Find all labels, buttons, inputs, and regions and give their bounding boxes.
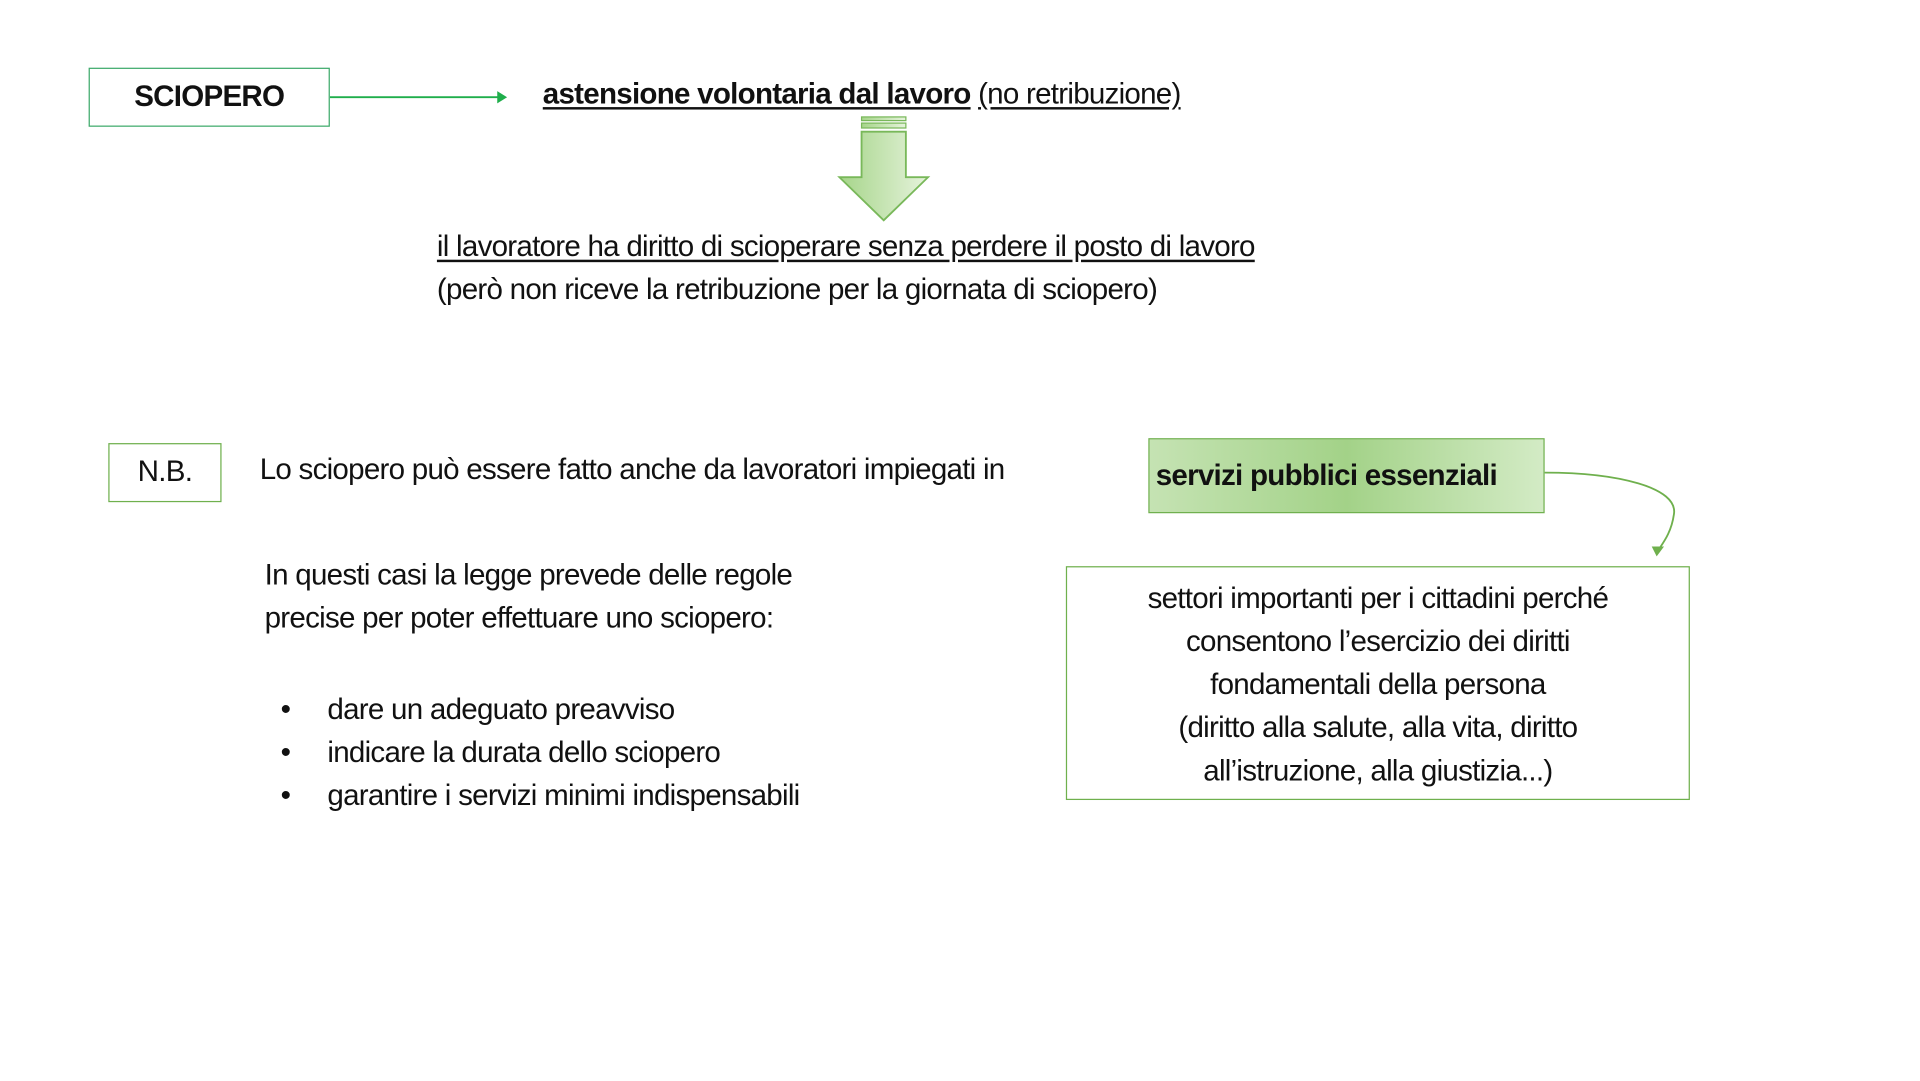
sciopero-title: SCIOPERO (134, 80, 285, 114)
arrow-down-icon (837, 116, 931, 224)
highlight-text: servizi pubblici essenziali (1155, 458, 1497, 492)
explanation-line: (diritto alla salute, alla vita, diritto (1178, 711, 1578, 745)
consequence-line2: (però non riceve la retribuzione per la giornata di sciopero) (436, 273, 1158, 307)
list-item (280, 692, 675, 727)
list-item (280, 736, 721, 770)
nb-label: N.B. (137, 455, 193, 489)
explanation-line: consentono l’esercizio dei diritti (1186, 625, 1570, 659)
sciopero-box (89, 68, 330, 127)
rules-intro-2: precise per poter effettuare uno sciopero: (264, 601, 774, 636)
nb-sentence: Lo sciopero può essere fatto anche da lavoratori impiegati in (259, 452, 1005, 487)
nb-box (108, 443, 221, 502)
arrow-right-icon (330, 86, 515, 108)
list-item-text: indicare la durata dello sciopero (327, 736, 721, 770)
bullet: • (280, 779, 291, 813)
list-item-text: garantire i servizi minimi indispensabili (327, 779, 800, 813)
bullet: • (280, 692, 291, 727)
explanation-line: settori importanti per i cittadini perché (1147, 582, 1609, 616)
definition (543, 78, 1181, 112)
definition-main: astensione volontaria dal lavoro (542, 77, 971, 111)
consequence-text: il lavoratore ha diritto di scioperare senza perdere il posto di lavoro (436, 230, 1255, 264)
list-item (280, 779, 800, 813)
list-item-text: dare un adeguato preavviso (327, 692, 675, 727)
bullet: • (280, 736, 291, 770)
definition-paren: (no retribuzione) (978, 77, 1181, 111)
highlight-box (1148, 438, 1544, 513)
rules-intro-1: In questi casi la legge prevede delle regole (264, 558, 793, 593)
explanation-box (1066, 566, 1690, 800)
explanation-line: all’istruzione, alla giustizia...) (1203, 754, 1553, 788)
explanation-line: fondamentali della persona (1210, 668, 1546, 702)
curved-arrow-icon (1543, 465, 1691, 563)
consequence-line1 (437, 230, 1255, 264)
